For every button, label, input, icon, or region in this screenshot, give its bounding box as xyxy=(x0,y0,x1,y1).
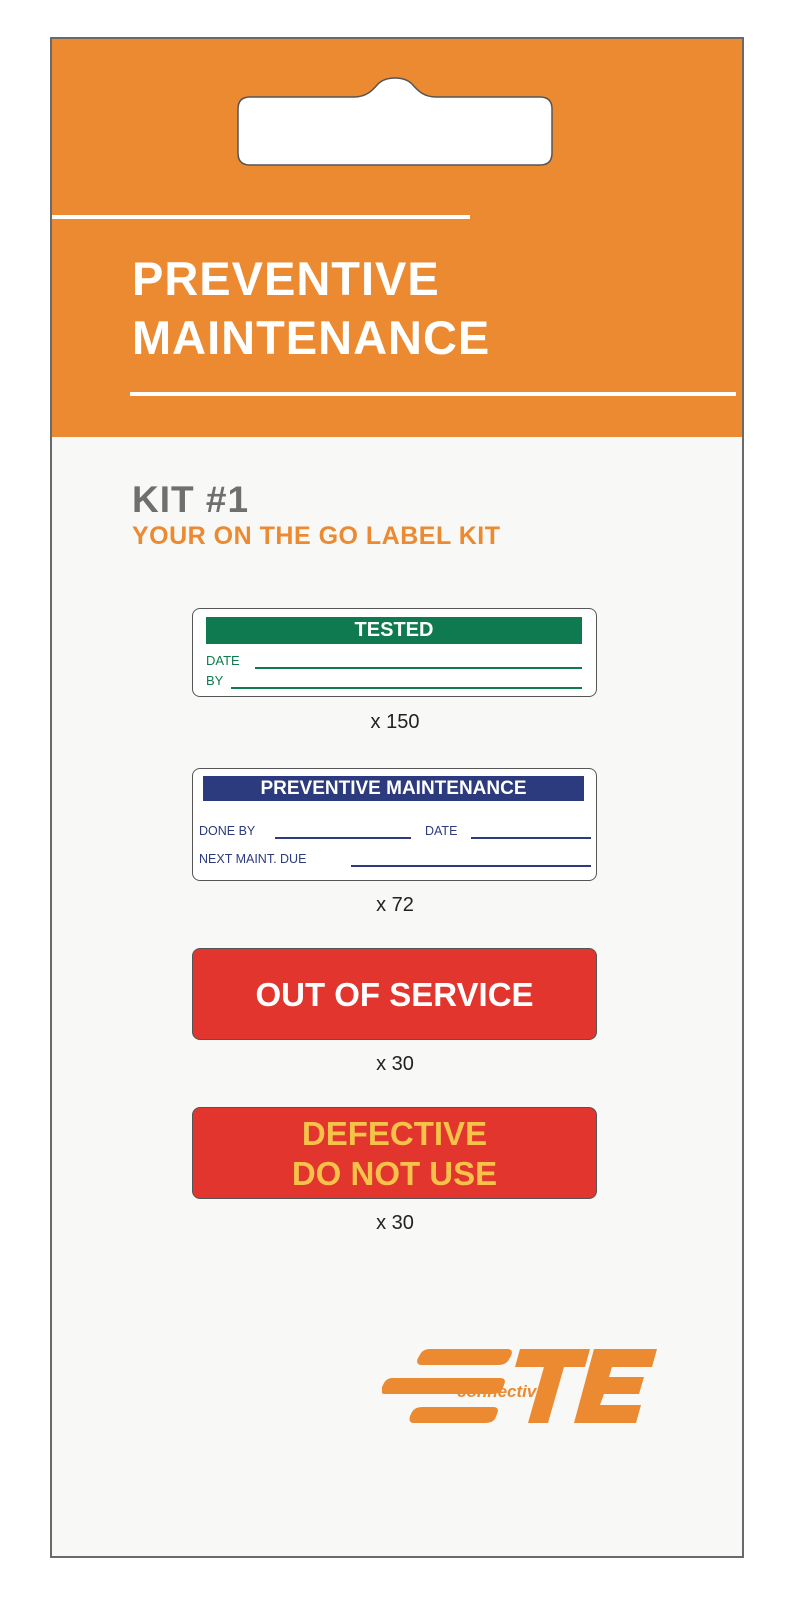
preventive-maintenance-label xyxy=(192,768,597,881)
pm-quantity: x 72 xyxy=(376,894,414,916)
tested-label-title: TESTED xyxy=(206,617,582,644)
header-banner xyxy=(52,39,742,437)
header-divider-top xyxy=(52,215,470,219)
pm-label-title: PREVENTIVE MAINTENANCE xyxy=(203,776,584,801)
pm-next-due-field: NEXT MAINT. DUE xyxy=(199,852,307,866)
out-of-service-label xyxy=(192,948,597,1040)
tested-date-line xyxy=(255,667,582,669)
defective-quantity: x 30 xyxy=(376,1212,414,1234)
defective-line-1: DEFECTIVE xyxy=(301,1115,488,1152)
page-title xyxy=(132,249,490,367)
kit-label: KIT #1 xyxy=(132,479,250,520)
pm-date-field: DATE xyxy=(425,824,458,838)
tested-by-field: BY xyxy=(206,673,224,688)
label-kit-card xyxy=(50,37,744,1558)
pm-date-line xyxy=(471,837,591,839)
brand-tagline: connectivity xyxy=(457,1382,557,1401)
defective-text xyxy=(193,1114,596,1194)
pm-done-by-line xyxy=(275,837,411,839)
title-line-1: PREVENTIVE xyxy=(132,252,440,305)
title-line-2: MAINTENANCE xyxy=(132,311,491,364)
defective-label xyxy=(192,1107,597,1199)
tested-by-line xyxy=(231,687,582,689)
defective-line-2: DO NOT USE xyxy=(291,1155,498,1192)
tested-date-field: DATE xyxy=(206,653,240,668)
kit-subtitle: YOUR ON THE GO LABEL KIT xyxy=(132,522,501,550)
hang-hole-icon xyxy=(236,77,554,167)
pm-done-by-field: DONE BY xyxy=(199,824,256,838)
header-divider-bottom xyxy=(130,392,736,396)
tested-quantity: x 150 xyxy=(370,711,420,733)
out-of-service-quantity: x 30 xyxy=(376,1053,414,1075)
out-of-service-text: OUT OF SERVICE xyxy=(255,976,534,1013)
tested-label xyxy=(192,608,597,697)
pm-next-due-line xyxy=(351,865,591,867)
